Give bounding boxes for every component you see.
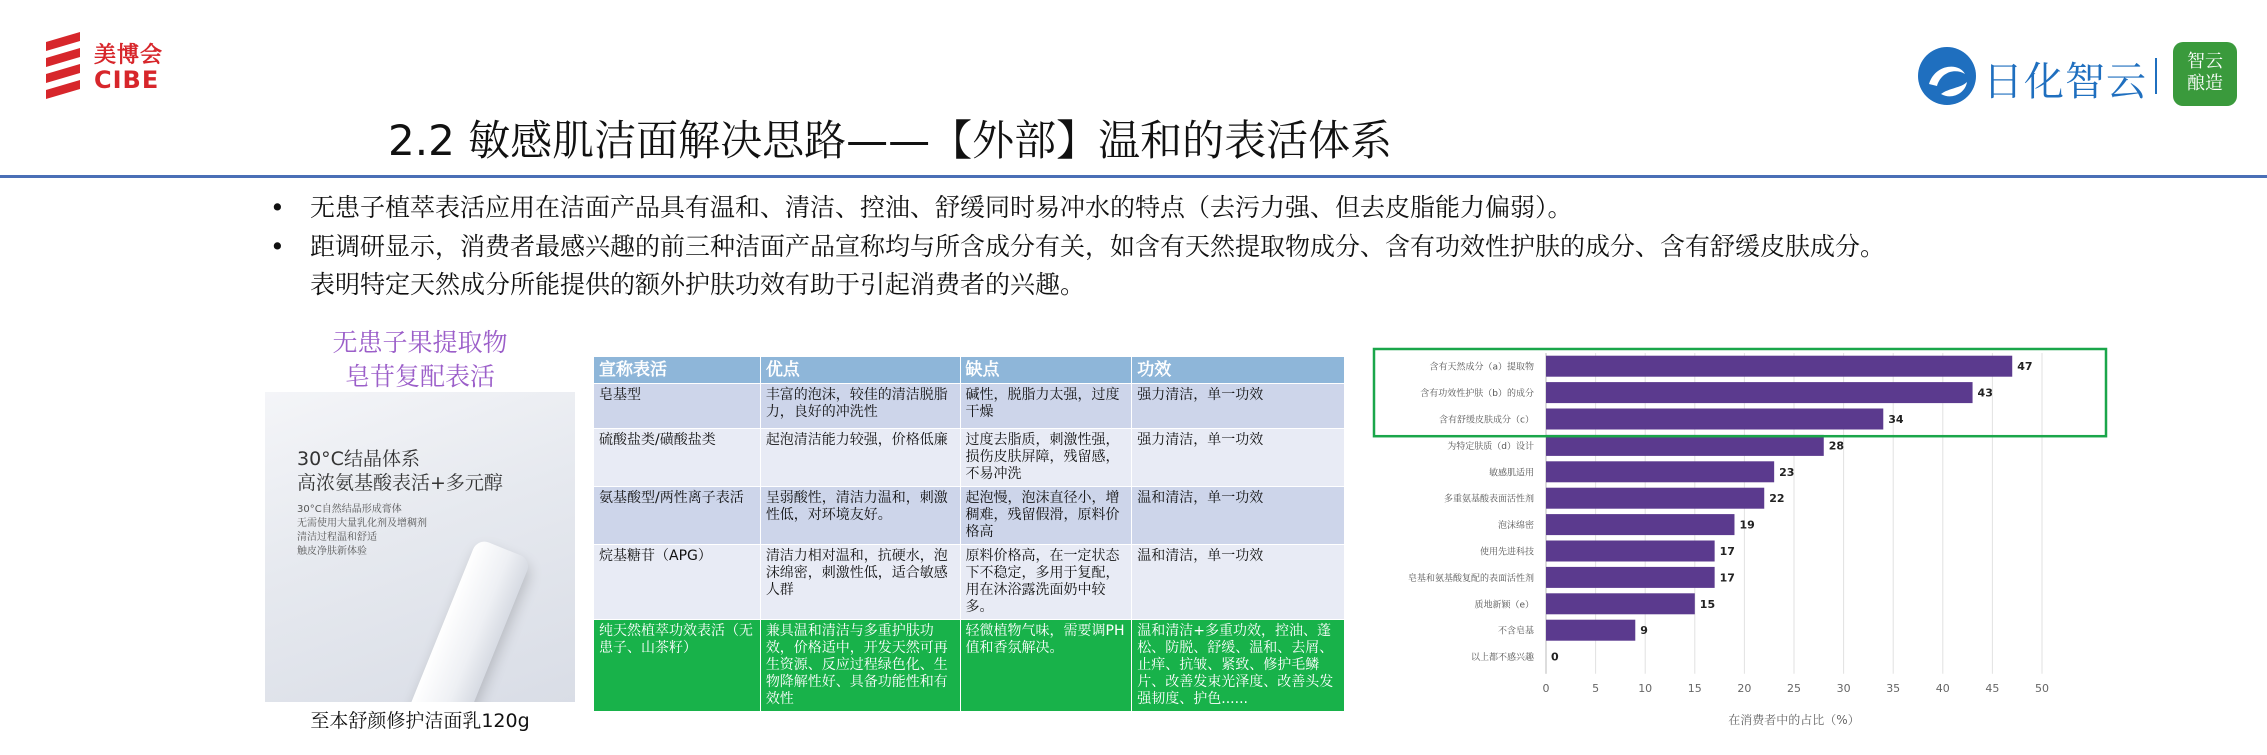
chart-bar (1546, 461, 1774, 482)
table-row-highlight (594, 620, 1345, 712)
chart-bar (1546, 567, 1715, 588)
chart-value-label: 47 (2017, 360, 2033, 374)
table-row (594, 384, 1345, 429)
chart-category-label: 使用先进科技 (1479, 547, 1534, 558)
table-cell: 温和清洁，单一功效 (1132, 545, 1345, 620)
zhiyun-badge (2173, 42, 2237, 106)
table-row (594, 545, 1345, 620)
chart-bar (1546, 435, 1824, 456)
photo-detail: 无需使用大量乳化剂及增稠剂 (297, 518, 427, 529)
bullet-dot-icon: • (270, 193, 285, 222)
photo-headline-1: 30°C结晶体系 (297, 448, 420, 470)
chart-tick-label: 0 (1542, 681, 1550, 695)
chart-category-label: 含有天然成分（a）提取物 (1429, 362, 1534, 373)
table-cell: 皂基型 (594, 384, 761, 429)
surfactant-comparison-table (593, 356, 1345, 712)
table-header-cell: 宣称表活 (594, 357, 761, 384)
chart-bar (1546, 382, 1973, 403)
chart-bar (1546, 620, 1635, 641)
brand-left-en: CIBE (94, 66, 160, 94)
table-header-cell: 功效 (1132, 357, 1345, 384)
table-cell: 兼具温和清洁与多重护肤功效，价格适中，开发天然可再生资源、反应过程绿色化、生物降解性好、具备功能性和有效性 (760, 620, 960, 712)
table-cell: 轻微植物气味，需要调PH值和香氛解决。 (960, 620, 1132, 712)
product-caption: 至本舒颜修护洁面乳120g (310, 710, 530, 732)
chart-x-axis-label: 在消费者中的占比（%） (1728, 712, 1860, 727)
chart-value-label: 15 (1699, 597, 1716, 611)
table-cell: 硫酸盐类/磺酸盐类 (594, 429, 761, 487)
rihua-zhiyun-logo (1915, 42, 2245, 117)
table-cell: 氨基酸型/两性离子表活 (594, 487, 761, 545)
chart-category-label: 不含皂基 (1497, 626, 1534, 637)
badge-line-2: 酿造 (2187, 73, 2223, 94)
table-row (594, 487, 1345, 545)
chart-tick-label: 20 (1737, 681, 1752, 695)
table-cell: 丰富的泡沫，较佳的清洁脱脂力，良好的冲洗性 (760, 384, 960, 429)
table-row (594, 429, 1345, 487)
table-cell: 强力清洁，单一功效 (1132, 429, 1345, 487)
table-cell: 碱性，脱脂力太强，过度干燥 (960, 384, 1132, 429)
table-cell: 起泡清洁能力较强，价格低廉 (760, 429, 960, 487)
photo-detail: 30°C自然结晶形成膏体 (297, 504, 402, 515)
chart-tick-label: 50 (2035, 681, 2049, 695)
brand-right-name: 日化智云 (1983, 59, 2147, 105)
consumer-interest-bar-chart (1370, 345, 2110, 735)
table-cell: 烷基糖苷（APG） (594, 545, 761, 620)
table-cell: 温和清洁+多重功效，控油、蓬松、防脱、舒缓、温和、去屑、止痒、抗皱、紧致、修护毛鳞片、改善发束光泽度、改善头发强韧度、护色...... (1132, 620, 1345, 712)
chart-value-label: 19 (1739, 518, 1755, 532)
chart-tick-label: 10 (1638, 681, 1653, 695)
bullet-dot-icon: • (270, 232, 285, 261)
chart-tick-label: 25 (1787, 681, 1801, 695)
chart-bar (1546, 541, 1715, 562)
photo-detail: 清洁过程温和舒适 (297, 532, 377, 543)
table-header-cell: 优点 (760, 357, 960, 384)
chart-value-label: 28 (1828, 439, 1845, 453)
chart-value-label: 9 (1640, 624, 1648, 638)
brand-left-cn: 美博会 (94, 43, 164, 68)
photo-detail: 触皮净肤新体验 (297, 546, 367, 557)
product-heading-line-2: 皂苷复配表活 (344, 362, 495, 391)
chart-value-label: 22 (1769, 492, 1785, 506)
chart-category-label: 多重氨基酸表面活性剂 (1443, 494, 1534, 505)
photo-headline-2: 高浓氨基酸表活+多元醇 (297, 472, 503, 494)
cibe-logo-icon (42, 32, 86, 102)
cloud-swirl-icon (1915, 44, 1979, 108)
product-heading-line-1: 无患子果提取物 (332, 328, 508, 357)
chart-tick-label: 15 (1687, 681, 1702, 695)
bullet-text: 距调研显示，消费者最感兴趣的前三种洁面产品宣称均与所含成分有关，如含有天然提取物成分、含有功效性护肤的成分、含有舒缓皮肤成分。 (310, 232, 1886, 261)
chart-bar (1546, 488, 1764, 509)
table-header-cell: 缺点 (960, 357, 1132, 384)
chart-value-label: 17 (1719, 545, 1735, 558)
title-divider (0, 175, 2267, 178)
chart-category-label: 含有舒缓皮肤成分（c） (1439, 415, 1534, 426)
chart-category-label: 含有功效性护肤（b）的成分 (1420, 389, 1534, 400)
chart-category-label: 以上都不感兴趣 (1470, 653, 1534, 664)
chart-tick-label: 40 (1935, 681, 1950, 695)
chart-bar (1546, 356, 2012, 377)
product-photo (265, 392, 575, 702)
brand-separator (2155, 58, 2157, 94)
chart-tick-label: 45 (1985, 681, 2000, 695)
bullet-item (270, 188, 1573, 224)
chart-value-label: 34 (1888, 413, 1904, 426)
table-cell: 原料价格高，在一定状态下不稳定，多用于复配，用在沐浴露洗面奶中较多。 (960, 545, 1132, 620)
cibe-logo (42, 32, 172, 102)
bullet-text: 无患子植萃表活应用在洁面产品具有温和、清洁、控油、舒缓同时易冲水的特点（去污力强、但去皮脂能力偏弱）。 (310, 193, 1573, 222)
chart-bar (1546, 514, 1734, 535)
table-header-row (594, 357, 1345, 384)
chart-tick-label: 30 (1836, 681, 1851, 695)
chart-value-label: 43 (1977, 386, 1993, 400)
chart-value-label: 0 (1551, 650, 1559, 664)
bullet-continuation: 表明特定天然成分所能提供的额外护肤功效有助于引起消费者的兴趣。 (310, 270, 1086, 299)
chart-tick-label: 35 (1886, 681, 1901, 695)
bullet-item (270, 227, 1885, 263)
chart-value-label: 17 (1719, 571, 1735, 585)
chart-category-label: 皂基和氨基酸复配的表面活性剂 (1407, 573, 1534, 584)
table-cell: 强力清洁，单一功效 (1132, 384, 1345, 429)
badge-line-1: 智云 (2187, 51, 2223, 72)
table-cell: 起泡慢，泡沫直径小，增稠难，残留假滑，原料价格高 (960, 487, 1132, 545)
page-title: 2.2 敏感肌洁面解决思路——【外部】温和的表活体系 (388, 116, 1393, 165)
product-heading (270, 326, 570, 394)
table-cell: 温和清洁，单一功效 (1132, 487, 1345, 545)
chart-bar (1546, 409, 1883, 430)
table-cell: 纯天然植萃功效表活（无患子、山茶籽） (594, 620, 761, 712)
chart-category-label: 泡沫绵密 (1497, 521, 1534, 532)
chart-tick-label: 5 (1592, 681, 1600, 695)
chart-value-label: 23 (1779, 465, 1795, 479)
chart-bar (1546, 593, 1695, 614)
table-cell: 清洁力相对温和，抗硬水，泡沫绵密，刺激性低，适合敏感人群 (760, 545, 960, 620)
chart-category-label: 为特定肤质（d）设计 (1447, 441, 1534, 452)
table-cell: 过度去脂质，刺激性强，损伤皮肤屏障，残留感，不易冲洗 (960, 429, 1132, 487)
table-cell: 呈弱酸性，清洁力温和，刺激性低，对环境友好。 (760, 487, 960, 545)
cleanser-tube-image (407, 538, 532, 702)
chart-category-label: 敏感肌适用 (1488, 468, 1534, 479)
chart-category-label: 质地新颖（e） (1474, 600, 1534, 611)
